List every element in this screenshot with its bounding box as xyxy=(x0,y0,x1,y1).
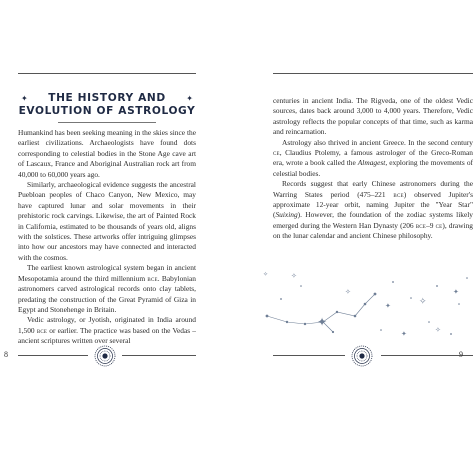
page-number: 8 xyxy=(4,350,8,359)
star-icon: ✦ xyxy=(21,94,28,103)
paragraph: centuries in ancient India. The Rigveda, one of the oldest Vedic sources, dates back around 3,000 to 4,000 years. Therefore, Vedic astrology reflects the popular concepts of that time, such as karma and reincarnation. xyxy=(273,96,473,137)
star-icon: ✦ xyxy=(186,94,193,103)
left-page xyxy=(0,0,236,473)
page-number: 9 xyxy=(459,350,463,359)
star-icon: ✧ xyxy=(263,271,269,278)
paragraph: Vedic astrology, or Jyotish, originated in India around 1,500 bce or earlier. The practice was based on the Vedas – ancient scriptures written over several xyxy=(18,315,196,346)
footer-rule xyxy=(273,355,345,356)
page-footer xyxy=(237,345,473,365)
paragraph: Humankind has been seeking meaning in the skies since the earliest civilizations. Archaeologists have found dots corresponding to celestial bodies in the Stone Age cave art of Lascaux, France and Aboriginal Australian rock art from 40,000 to 60,000 years ago. xyxy=(18,128,196,179)
top-rule xyxy=(273,73,473,74)
star-icon: ✧ xyxy=(291,272,297,280)
star-icon: ✧ xyxy=(435,326,441,334)
star-icon: ✧ xyxy=(419,297,427,307)
paragraph: Similarly, archaeological evidence suggests the ancestral Puebloan peoples of Chaco Canyon, New Mexico, may have captured lunar and solar movements in their prehistoric rock carvings. Likewise, the art of Painted Rock in California, estimated to be thousands of years old, aligns with the solstices. These artworks offer intriguing glimpses into how our ancestors may have connected and interacted with the cosmos. xyxy=(18,180,196,262)
sun-emblem-icon xyxy=(94,345,116,367)
star-icon: ✦ xyxy=(453,288,459,296)
heading-underline xyxy=(58,122,156,123)
heading-line-2: EVOLUTION OF ASTROLOGY xyxy=(18,105,196,117)
star-icon: ✦ xyxy=(401,330,407,338)
constellation-illustration xyxy=(261,264,471,344)
right-body-text xyxy=(273,96,473,242)
right-page xyxy=(237,0,473,473)
footer-rule xyxy=(122,355,196,356)
chapter-heading xyxy=(18,92,196,118)
paragraph: Astrology also thrived in ancient Greece. In the second century ce, Claudius Ptolemy, a famous astrologer of the Greco-Roman era, wrote a book called the Almagest, exploring the movements of celestial bodies. xyxy=(273,137,473,178)
star-icon: ✧ xyxy=(345,288,351,296)
top-rule xyxy=(18,73,196,74)
bright-star-icon: ✦ xyxy=(317,315,328,329)
paragraph: The earliest known astrological system began in ancient Mesopotamia around the third millennium bce. Babylonian astronomers carved astrological records onto clay tablets, predating the construction of the Great Pyramid of Giza in Egypt and Stonehenge in Britain. xyxy=(18,263,196,314)
left-body-text xyxy=(18,128,196,347)
page-footer xyxy=(0,345,236,365)
footer-rule xyxy=(18,355,88,356)
star-icon: ✦ xyxy=(385,302,391,310)
heading-line-1: THE HISTORY AND xyxy=(48,92,166,104)
paragraph: Records suggest that early Chinese astronomers during the Warring States period (475–221 bce) observed Jupiter's approximate 12-year orbit, naming Jupiter the "Year Star" (Suixing). However, the foundation of the zodiac systems likely emerged during the Western Han Dynasty (206 bce–9 ce), drawing on the lunar calendar and ancient Chinese philosophy. xyxy=(273,179,473,241)
sun-emblem-icon xyxy=(351,345,373,367)
